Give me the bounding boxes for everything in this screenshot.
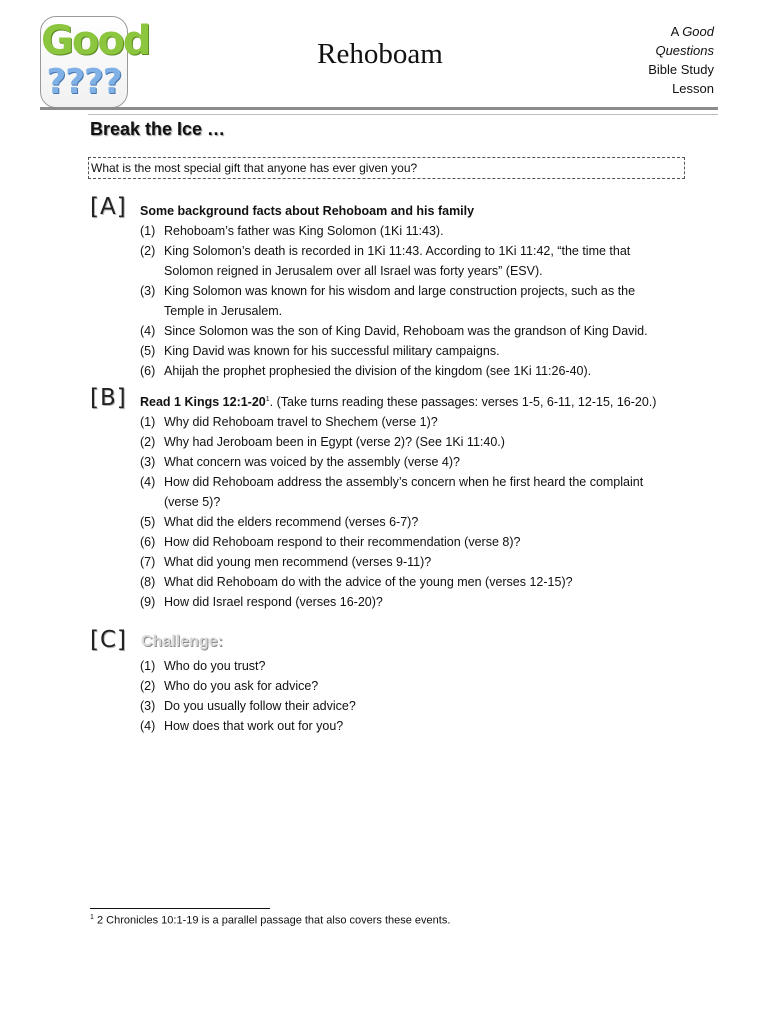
header-divider-thin [88, 114, 718, 115]
tagline-line-1: A Good [670, 24, 714, 39]
section-c-letter: [C] [90, 627, 128, 653]
list-item: (8) What did Rehoboam do with the advice of the young men (verses 12-15)? [140, 575, 573, 589]
page-title: Rehoboam [317, 38, 443, 70]
section-a-list [140, 221, 660, 381]
list-item: (3) King Solomon was known for his wisdom and large construction projects, such as the Temple in Jerusalem. [140, 284, 636, 318]
good-questions-logo [40, 16, 150, 108]
list-item: (1) Why did Rehoboam travel to Shechem (verse 1)? [140, 415, 438, 429]
list-item: (3) Do you usually follow their advice? [140, 699, 356, 713]
break-the-ice-heading: Break the Ice … [90, 119, 226, 139]
section-b-list [140, 412, 660, 612]
list-item: (5) What did the elders recommend (verses 6-7)? [140, 515, 419, 529]
list-item: (1) Rehoboam’s father was King Solomon (1Ki 11:43). [140, 224, 444, 238]
list-item: (1) Who do you trust? [140, 659, 266, 673]
section-a-heading: Some background facts about Rehoboam and his family [140, 204, 475, 218]
list-item: (2) King Solomon’s death is recorded in 1Ki 11:43. According to 1Ki 11:42, “the time that Solomon reigned in Jerusalem over all Israel was forty years” (ESV). [140, 244, 631, 278]
challenge-heading: Challenge: [141, 633, 223, 650]
list-item: (5) King David was known for his successful military campaigns. [140, 344, 500, 358]
footnote: $^1$ 2 Chronicles 10:1-19 is a parallel passage that also covers these events. [90, 914, 451, 927]
tagline-line-4: Lesson [672, 81, 714, 96]
list-item: (6) How did Rehoboam respond to their recommendation (verse 8)? [140, 535, 521, 549]
list-item: (6) Ahijah the prophet prophesied the division of the kingdom (see 1Ki 11:26-40). [140, 364, 592, 378]
footnote-divider [90, 908, 270, 909]
section-a-letter: [A] [90, 194, 127, 220]
logo-question-marks: ???? [46, 62, 122, 102]
section-b-heading: Read 1 Kings $12:1-20^1$. (Take turns reading these passages: verses 1-5, 6-11, 12-15, 16-20.) [140, 395, 657, 409]
tagline-line-3: Bible Study [648, 62, 714, 77]
header-divider [40, 107, 718, 110]
tagline [648, 22, 714, 98]
tagline-line-2: Questions [655, 43, 714, 58]
section-b-letter: [B] [90, 385, 127, 411]
list-item: (7) What did young men recommend (verses 9-11)? [140, 555, 432, 569]
list-item: (2) Who do you ask for advice? [140, 679, 319, 693]
list-item: (9) How did Israel respond (verses 16-20)? [140, 595, 383, 609]
section-c-list [140, 656, 660, 736]
list-item: (4) How did Rehoboam address the assembly’s concern when he first heard the complaint (verse 5)? [140, 475, 644, 509]
list-item: (2) Why had Jeroboam been in Egypt (verse 2)? (See 1Ki 11:40.) [140, 435, 505, 449]
footnote-reference: 1 [265, 395, 270, 403]
list-item: (4) Since Solomon was the son of King David, Rehoboam was the grandson of King David. [140, 324, 648, 338]
ice-question-box: What is the most special gift that anyone has ever given you? [88, 157, 685, 179]
list-item: (4) How does that work out for you? [140, 719, 344, 733]
logo-word: Good [41, 18, 150, 64]
list-item: (3) What concern was voiced by the assembly (verse 4)? [140, 455, 460, 469]
